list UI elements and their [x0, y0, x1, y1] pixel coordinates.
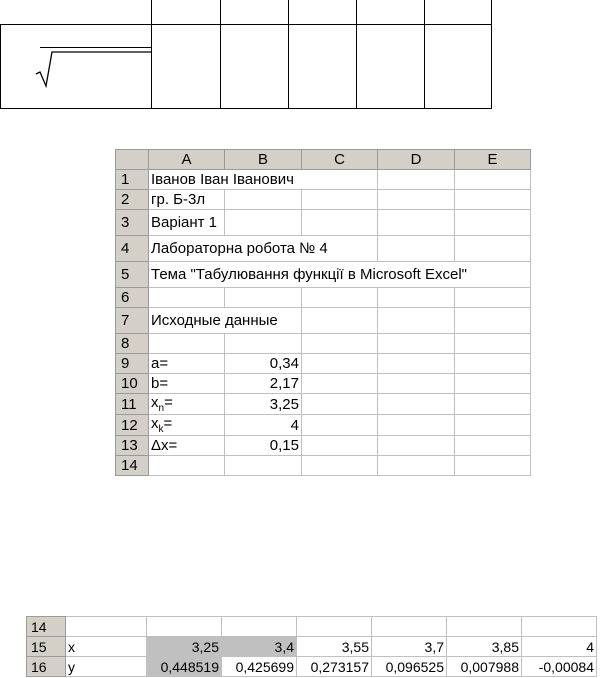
cell[interactable]	[302, 436, 378, 456]
corner-cell[interactable]	[116, 150, 149, 170]
row-header[interactable]: 15	[27, 637, 66, 657]
cell[interactable]	[378, 210, 455, 236]
cell-b9[interactable]: 0,34	[225, 354, 302, 374]
cell[interactable]	[225, 190, 302, 210]
cell[interactable]	[455, 308, 531, 334]
column-header[interactable]: E	[455, 150, 531, 170]
cell[interactable]	[455, 288, 531, 308]
cell[interactable]	[378, 374, 455, 394]
var-x: x	[151, 394, 159, 411]
cell-a5[interactable]: Тема "Табулювання функції в Microsoft Excel"	[149, 262, 531, 288]
cell[interactable]	[455, 456, 531, 476]
cell[interactable]: 3,55	[297, 637, 372, 657]
row-header[interactable]: 2	[116, 190, 149, 210]
cell-selected[interactable]: 0,448519	[147, 657, 222, 677]
cell-a9[interactable]: a=	[149, 354, 225, 374]
var-x: x	[151, 415, 159, 432]
cell[interactable]	[455, 334, 531, 354]
row-header[interactable]: 10	[116, 374, 149, 394]
row-header[interactable]: 3	[116, 210, 149, 236]
cell[interactable]	[455, 236, 531, 262]
cell[interactable]	[378, 394, 455, 415]
cell[interactable]	[378, 354, 455, 374]
cell-selected[interactable]: 3,4	[222, 637, 297, 657]
row-header[interactable]: 8	[116, 334, 149, 354]
cell-selected[interactable]: 3,25	[147, 637, 222, 657]
cell[interactable]	[149, 456, 225, 476]
cell[interactable]	[378, 415, 455, 436]
row-header[interactable]: 1	[116, 170, 149, 190]
cell-b10[interactable]: 2,17	[225, 374, 302, 394]
cell[interactable]	[302, 190, 378, 210]
cell[interactable]	[222, 617, 297, 637]
row-header[interactable]: 5	[116, 262, 149, 288]
cell-a1[interactable]: Іванов Іван Іванович	[149, 170, 302, 190]
row-header[interactable]: 7	[116, 308, 149, 334]
cell-a4[interactable]: Лабораторна робота № 4	[149, 236, 378, 262]
cell[interactable]	[302, 374, 378, 394]
cell[interactable]	[455, 374, 531, 394]
cell[interactable]	[378, 436, 455, 456]
cell[interactable]	[455, 436, 531, 456]
row-header[interactable]: 13	[116, 436, 149, 456]
cell[interactable]: 0,096525	[372, 657, 447, 677]
cell[interactable]	[455, 190, 531, 210]
cell[interactable]	[302, 334, 378, 354]
cell-a7[interactable]: Исходные данные	[149, 308, 302, 334]
cell[interactable]	[302, 288, 378, 308]
cell-a11[interactable]	[149, 394, 225, 415]
cell[interactable]	[378, 308, 455, 334]
square-root-icon	[34, 48, 154, 90]
cell[interactable]	[302, 210, 378, 236]
cell[interactable]	[302, 415, 378, 436]
cell[interactable]	[302, 170, 378, 190]
subscript-n: n	[158, 403, 165, 414]
column-header[interactable]: A	[149, 150, 225, 170]
cell-a2[interactable]: гр. Б-3л	[149, 190, 225, 210]
equals: =	[163, 415, 173, 432]
cell[interactable]	[66, 617, 147, 637]
cell[interactable]	[297, 617, 372, 637]
cell[interactable]	[149, 288, 225, 308]
cell[interactable]	[378, 334, 455, 354]
cell[interactable]	[522, 617, 597, 637]
cell-a13[interactable]: Δx=	[149, 436, 225, 456]
cell[interactable]	[378, 236, 455, 262]
equals: =	[164, 394, 173, 411]
cell[interactable]	[149, 334, 225, 354]
cell[interactable]	[225, 334, 302, 354]
cell[interactable]	[302, 354, 378, 374]
row-header[interactable]: 12	[116, 415, 149, 436]
row-header[interactable]: 6	[116, 288, 149, 308]
cell[interactable]	[225, 210, 302, 236]
cell[interactable]	[447, 617, 522, 637]
cell-b11[interactable]: 3,25	[225, 394, 302, 415]
cell[interactable]	[302, 456, 378, 476]
cell-a12[interactable]	[149, 415, 225, 436]
cell[interactable]	[225, 456, 302, 476]
cell[interactable]	[378, 456, 455, 476]
row-header[interactable]: 14	[27, 617, 66, 637]
cell[interactable]	[455, 394, 531, 415]
cell[interactable]	[455, 415, 531, 436]
row-header[interactable]: 11	[116, 394, 149, 415]
row-header[interactable]: 4	[116, 236, 149, 262]
column-header[interactable]: B	[225, 150, 302, 170]
cell[interactable]	[147, 617, 222, 637]
subscript-k: k	[158, 424, 164, 435]
cell[interactable]: 0,425699	[222, 657, 297, 677]
cell-label-y[interactable]: y	[66, 657, 147, 677]
spreadsheet-strip	[26, 616, 597, 677]
cell[interactable]: 0,273157	[297, 657, 372, 677]
column-header[interactable]: C	[302, 150, 378, 170]
column-header[interactable]: D	[378, 150, 455, 170]
cell[interactable]	[455, 354, 531, 374]
cell-a3[interactable]: Варіант 1	[149, 210, 225, 236]
cell[interactable]	[378, 170, 455, 190]
cell[interactable]	[225, 288, 302, 308]
cell[interactable]: 3,7	[372, 637, 447, 657]
cell[interactable]	[378, 288, 455, 308]
formula-table-fragment	[0, 0, 492, 110]
cell[interactable]: -0,00084	[522, 657, 597, 677]
cell[interactable]	[455, 170, 531, 190]
cell-a10[interactable]: b=	[149, 374, 225, 394]
cell-b12[interactable]: 4	[225, 415, 302, 436]
cell[interactable]: 0,007988	[447, 657, 522, 677]
cell-b13[interactable]: 0,15	[225, 436, 302, 456]
row-header[interactable]: 14	[116, 456, 149, 476]
cell[interactable]: 4	[522, 637, 597, 657]
cell[interactable]	[302, 308, 378, 334]
row-header[interactable]: 9	[116, 354, 149, 374]
cell[interactable]	[372, 617, 447, 637]
row-header[interactable]: 16	[27, 657, 66, 677]
cell[interactable]	[455, 210, 531, 236]
cell[interactable]	[378, 190, 455, 210]
cell-label-x[interactable]: x	[66, 637, 147, 657]
cell[interactable]: 3,85	[447, 637, 522, 657]
spreadsheet-main	[115, 149, 531, 476]
cell[interactable]	[302, 394, 378, 415]
